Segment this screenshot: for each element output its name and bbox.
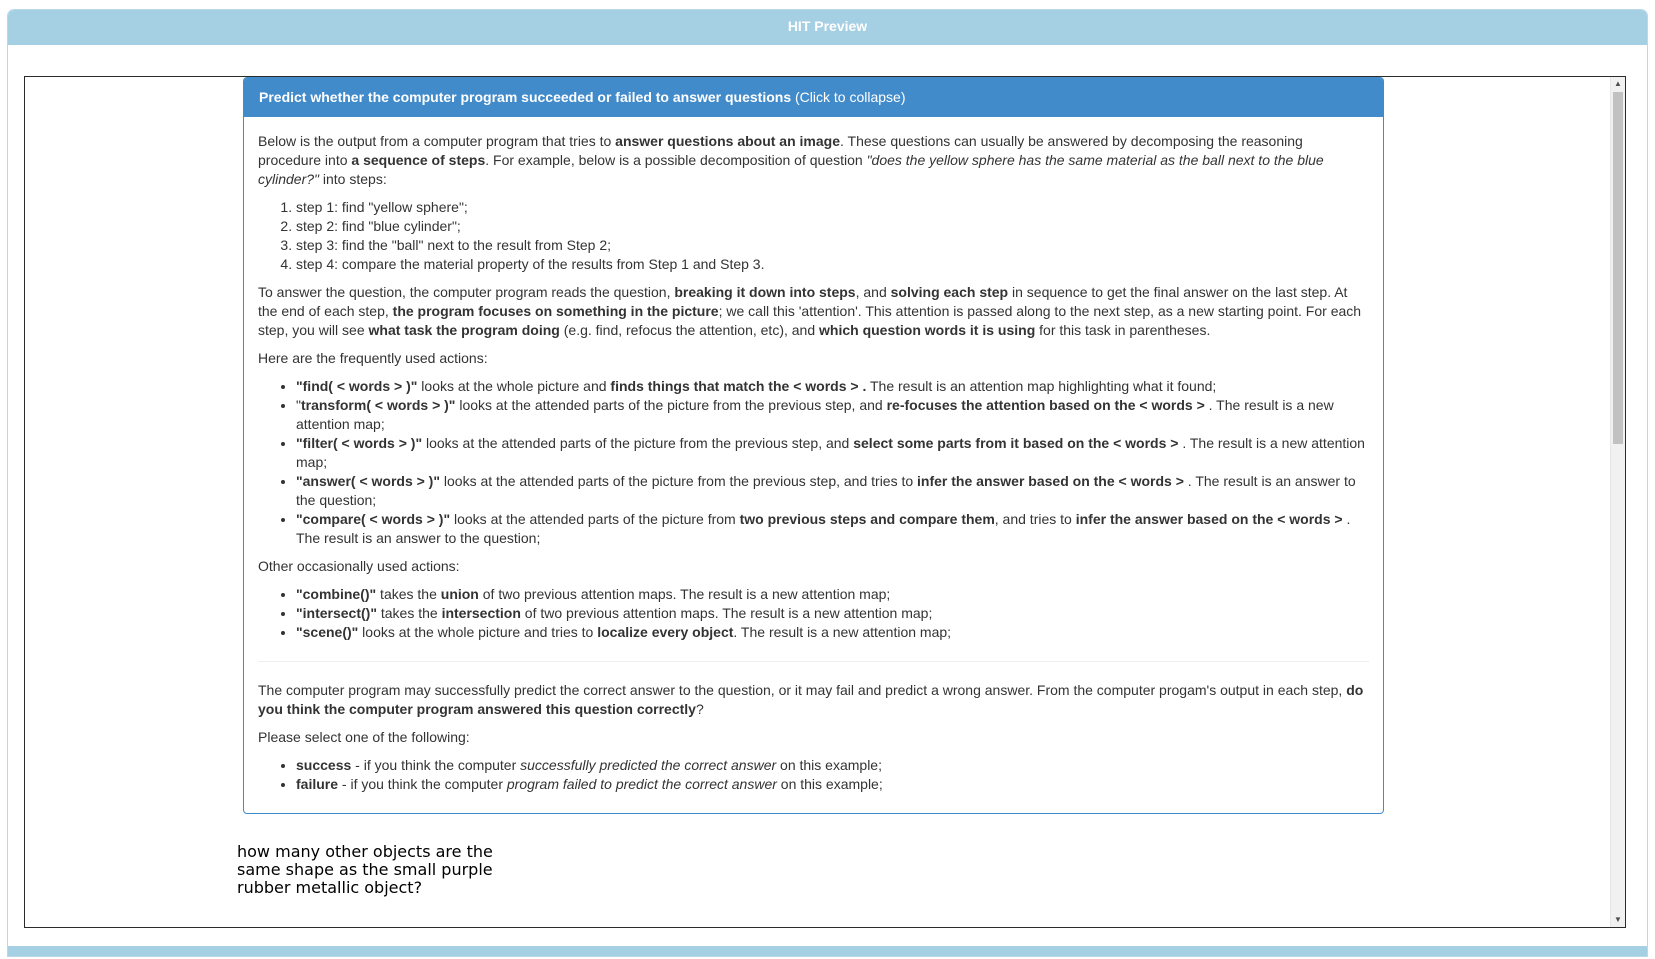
action-transform <box>296 396 1369 434</box>
steps-list <box>258 198 1369 274</box>
intro-text-1: Below is the output from a computer program that tries to <box>258 133 616 149</box>
action-bold: infer the answer based on the < words > <box>917 473 1184 489</box>
bottom-strip <box>8 946 1647 956</box>
frame-scrollbar[interactable] <box>1610 77 1625 927</box>
action-bold: re-focuses the attention based on the < words > <box>886 397 1205 413</box>
option-desc: on this example; <box>776 757 882 773</box>
action-name: "scene()" <box>296 624 359 640</box>
action-desc: The result is an attention map highlighting what it found; <box>866 378 1217 394</box>
instructions-panel-heading[interactable] <box>244 78 1383 117</box>
hit-iframe <box>24 76 1626 928</box>
action-find <box>296 377 1369 396</box>
explain-bold-5: which question words it is using <box>819 322 1036 338</box>
action-combine <box>296 585 1369 604</box>
scroll-thumb[interactable] <box>1613 92 1623 444</box>
predict-bold: do you think the computer program answered this question correctly <box>258 682 1364 717</box>
options-list <box>258 756 1369 794</box>
intro-bold-2: a sequence of steps <box>351 152 486 168</box>
action-intersect <box>296 604 1369 623</box>
explain-bold-4: what task the program doing <box>368 322 560 338</box>
explain-bold-2: solving each step <box>890 284 1009 300</box>
action-bold: infer the answer based on the < words > <box>1075 511 1343 527</box>
action-desc: looks at the attended parts of the picture from <box>450 511 740 527</box>
explain-text-4: ; we call this 'attention'. This attention is passed along to the next step, as a new starting point. For each step, you will see <box>258 303 1362 338</box>
action-desc: . The result is a new attention map; <box>296 435 1365 470</box>
instructions-body <box>244 117 1383 813</box>
intro-text-3: . For example, below is a possible decomposition of question <box>485 152 867 168</box>
action-bold: intersection <box>441 605 521 621</box>
option-desc: - if you think the computer <box>338 776 507 792</box>
occasional-actions-list <box>258 585 1369 642</box>
action-desc: looks at the whole picture and tries to <box>358 624 598 640</box>
action-name: "combine()" <box>296 586 377 602</box>
explain-bold-1: breaking it down into steps <box>674 284 856 300</box>
option-label: failure <box>296 776 339 792</box>
action-name: "compare( < words > )" <box>296 511 451 527</box>
explain-text-1: To answer the question, the computer program reads the question, <box>258 284 675 300</box>
question-text: how many other objects are the same shape as the small purple rubber metallic object? <box>237 842 493 897</box>
frequent-heading: Here are the frequently used actions: <box>258 350 488 366</box>
intro-paragraph <box>258 132 1369 189</box>
option-italic: successfully predicted the correct answer <box>520 757 777 773</box>
explain-text-3: in sequence to get the final answer on the last step. At the end of each step, <box>258 284 1348 319</box>
option-italic: program failed to predict the correct answer <box>506 776 777 792</box>
action-name: "intersect()" <box>296 605 377 621</box>
hit-preview-header: HIT Preview <box>8 10 1647 45</box>
action-desc: . The result is a new attention map; <box>733 624 952 640</box>
action-quote: " <box>296 397 301 413</box>
action-desc: . The result is a new attention map; <box>296 397 1334 432</box>
action-desc: , and tries to <box>994 511 1076 527</box>
action-filter <box>296 434 1369 472</box>
option-success <box>296 756 1369 775</box>
option-label: success <box>296 757 352 773</box>
hit-preview-window <box>7 9 1648 957</box>
action-desc: . The result is an answer to the question; <box>296 473 1356 508</box>
intro-text-2: . These questions can usually be answered by decomposing the reasoning procedure into <box>258 133 1303 168</box>
action-name: "find( < words > )" <box>296 378 418 394</box>
intro-text-4: into steps: <box>319 171 387 187</box>
action-desc: looks at the attended parts of the picture from the previous step, and <box>455 397 887 413</box>
step-item: 4. step 4: compare the material property of the results from Step 1 and Step 3. <box>296 255 1369 274</box>
collapse-hint: (Click to collapse) <box>795 89 906 105</box>
occasional-heading: Other occasionally used actions: <box>258 558 460 574</box>
explain-paragraph <box>258 283 1369 340</box>
action-name: transform( < words > )" <box>300 397 456 413</box>
step-item: 3. step 3: find the "ball" next to the result from Step 2; <box>296 236 1369 255</box>
option-desc: on this example; <box>776 776 883 792</box>
action-desc: looks at the whole picture and <box>417 378 611 394</box>
action-bold: union <box>440 586 479 602</box>
action-desc: looks at the attended parts of the picture from the previous step, and <box>422 435 854 451</box>
action-bold: select some parts from it based on the < words > <box>853 435 1179 451</box>
predict-paragraph <box>258 681 1369 719</box>
action-desc: looks at the attended parts of the picture from the previous step, and tries to <box>440 473 918 489</box>
step-item: 1. step 1: find "yellow sphere"; <box>296 198 1369 217</box>
action-name: "answer( < words > )" <box>296 473 440 489</box>
explain-text-6: for this task in parentheses. <box>1035 322 1211 338</box>
scroll-down-icon[interactable]: ▼ <box>1614 915 1622 924</box>
panel-title: Predict whether the computer program succeeded or failed to answer questions <box>259 89 792 105</box>
section-divider <box>258 661 1369 662</box>
select-heading: Please select one of the following: <box>258 729 470 745</box>
action-desc: takes the <box>376 586 441 602</box>
action-bold: localize every object <box>597 624 734 640</box>
explain-text-2: , and <box>855 284 891 300</box>
action-name: "filter( < words > )" <box>296 435 423 451</box>
explain-bold-3: the program focuses on something in the picture <box>392 303 719 319</box>
intro-bold-1: answer questions about an image <box>615 133 840 149</box>
predict-text-1: The computer program may successfully predict the correct answer to the question, or it may fail and predict a wrong answer. From the computer progam's output in each step, <box>258 682 1347 698</box>
action-desc: takes the <box>376 605 442 621</box>
action-bold: two previous steps and compare them <box>739 511 995 527</box>
action-scene <box>296 623 1369 642</box>
explain-text-5: (e.g. find, refocus the attention, etc), and <box>559 322 820 338</box>
action-answer <box>296 472 1369 510</box>
option-desc: - if you think the computer <box>351 757 521 773</box>
step-item: 2. step 2: find "blue cylinder"; <box>296 217 1369 236</box>
action-bold: finds things that match the < words > . <box>610 378 867 394</box>
scroll-up-icon[interactable]: ▲ <box>1614 79 1622 88</box>
predict-text-2: ? <box>695 701 704 717</box>
instructions-panel <box>243 77 1384 814</box>
frequent-actions-list <box>258 377 1369 548</box>
example-question: "does the yellow sphere has the same material as the ball next to the blue cylinder?" <box>258 152 1324 187</box>
action-desc: . The result is an answer to the question; <box>296 511 1351 546</box>
action-compare <box>296 510 1369 548</box>
action-desc: of two previous attention maps. The result is a new attention map; <box>478 586 891 602</box>
option-failure <box>296 775 1369 794</box>
action-desc: of two previous attention maps. The result is a new attention map; <box>520 605 933 621</box>
